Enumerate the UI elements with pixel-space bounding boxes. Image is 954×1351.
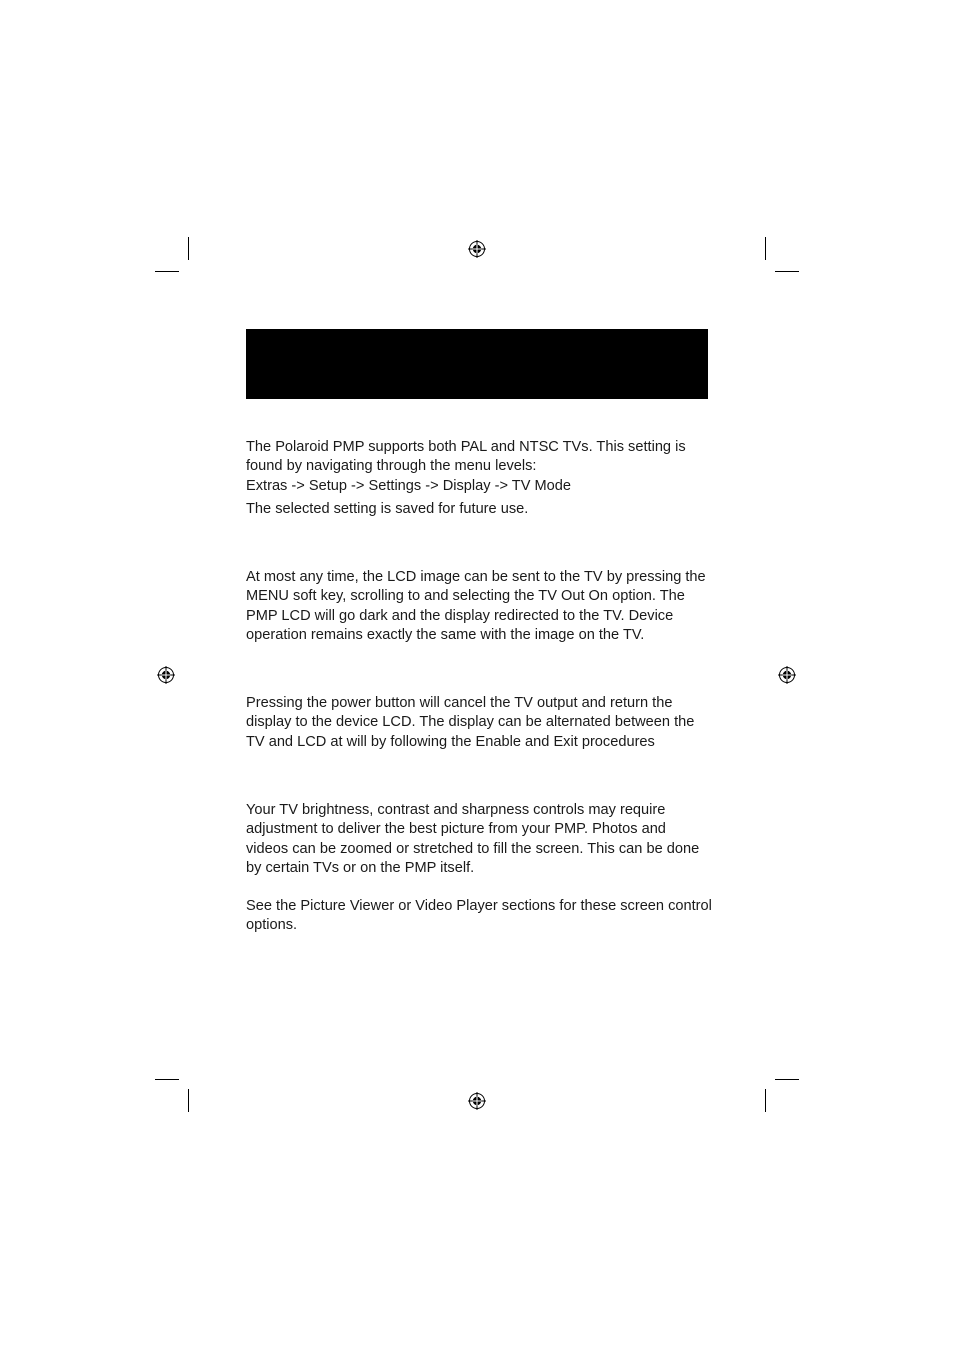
text-line: The Polaroid PMP supports both PAL and NTSC TVs. This setting is	[246, 439, 686, 455]
text-line: The selected setting is saved for future use.	[246, 501, 529, 517]
crop-mark-bottom-right-horizontal	[775, 1079, 799, 1080]
text-line: See the Picture Viewer or Video Player sections for these screen control	[246, 898, 712, 914]
text-line: MENU soft key, scrolling to and selecting the TV Out On option. The	[246, 588, 685, 605]
text-line: options.	[246, 917, 298, 934]
text-line: display to the device LCD. The display can be alternated between the	[246, 714, 695, 731]
crop-mark-top-left-horizontal	[155, 271, 179, 272]
registration-target-icon	[468, 1092, 486, 1110]
crop-mark-bottom-left-vertical	[188, 1089, 189, 1112]
text-line: adjustment to deliver the best picture from your PMP. Photos and	[246, 821, 666, 838]
exit-tv-out-paragraph	[246, 694, 716, 752]
crop-mark-top-left-vertical	[188, 237, 189, 260]
text-line: by certain TVs or on the PMP itself.	[246, 859, 475, 876]
text-line: Your TV brightness, contrast and sharpness controls may require	[246, 802, 666, 818]
menu-path-line: Extras -> Setup -> Settings -> Display -> TV Mode	[246, 477, 571, 494]
registration-target-icon	[468, 240, 486, 258]
section-header-banner	[246, 329, 708, 399]
enable-tv-out-paragraph	[246, 568, 716, 645]
crop-mark-bottom-right-vertical	[765, 1089, 766, 1112]
saved-setting-note	[246, 500, 716, 519]
tv-mode-paragraph	[246, 438, 716, 496]
see-also-paragraph	[246, 897, 716, 936]
text-line: operation remains exactly the same with the image on the TV.	[246, 626, 645, 643]
crop-mark-bottom-left-horizontal	[155, 1079, 179, 1080]
crop-mark-top-right-horizontal	[775, 271, 799, 272]
tv-adjustment-paragraph	[246, 801, 716, 878]
registration-target-icon	[778, 666, 796, 684]
text-line: found by navigating through the menu levels:	[246, 458, 537, 475]
registration-target-icon	[157, 666, 175, 684]
text-line: videos can be zoomed or stretched to fill the screen. This can be done	[246, 840, 700, 857]
text-line: At most any time, the LCD image can be sent to the TV by pressing the	[246, 569, 706, 585]
crop-mark-top-right-vertical	[765, 237, 766, 260]
text-line: TV and LCD at will by following the Enable and Exit procedures	[246, 733, 655, 750]
text-line: PMP LCD will go dark and the display redirected to the TV. Device	[246, 607, 674, 624]
text-line: Pressing the power button will cancel the TV output and return the	[246, 695, 673, 711]
